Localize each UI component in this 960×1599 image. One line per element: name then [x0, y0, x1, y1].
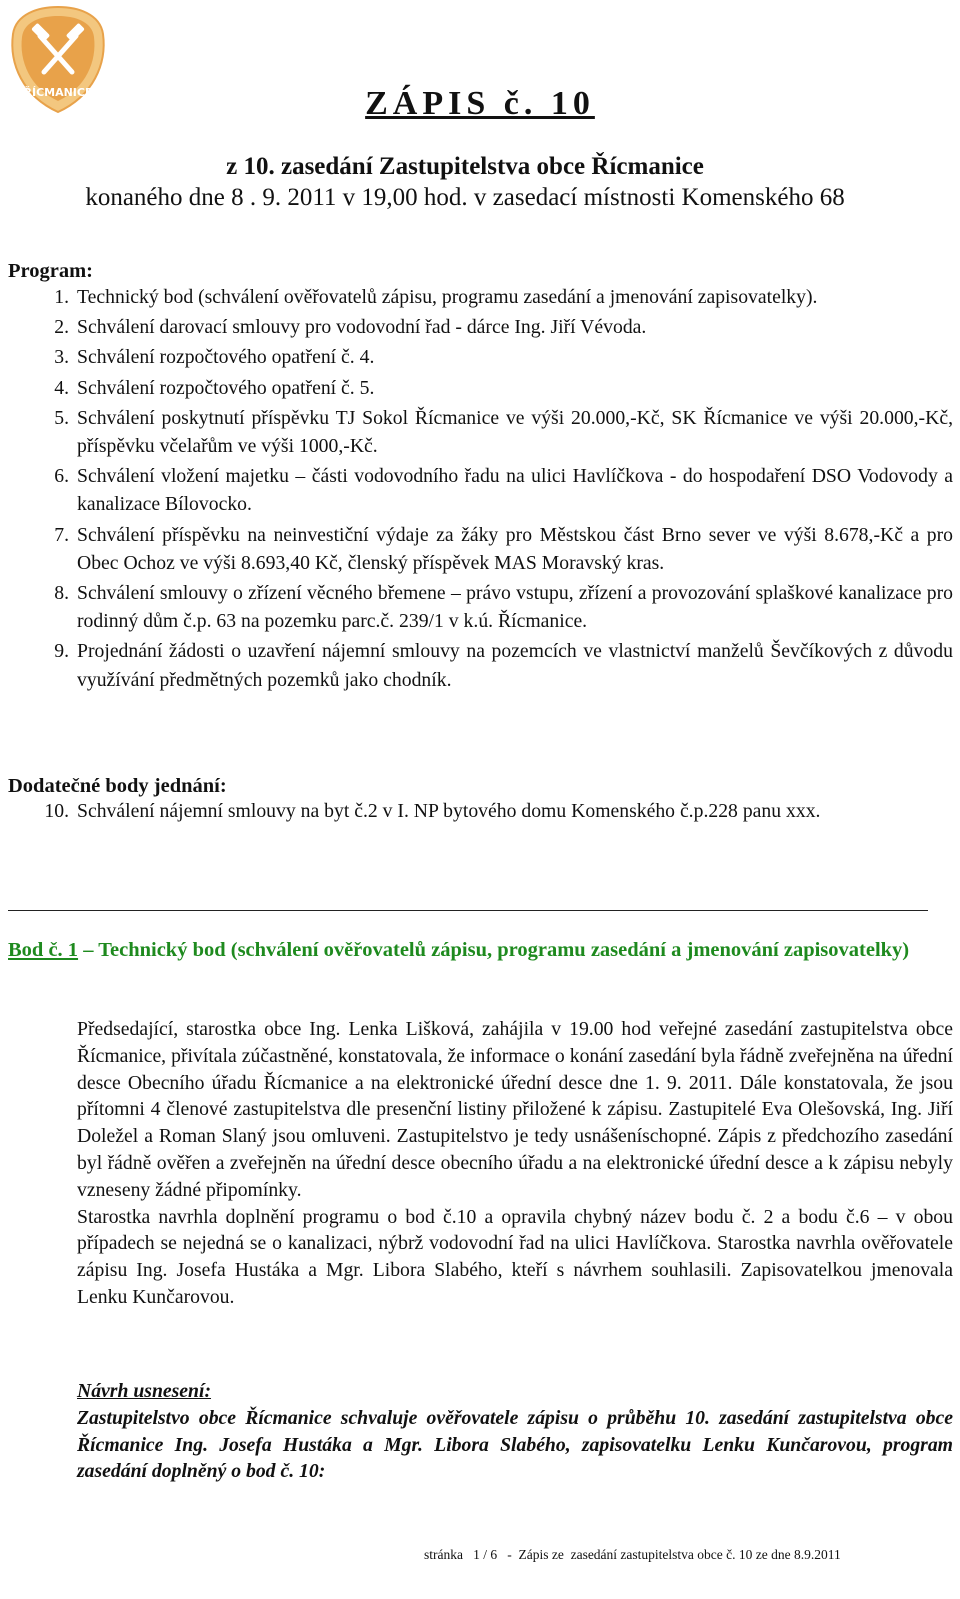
bod-1-title: Technický bod (schválení ověřovatelů zápisu, programu zasedání a jmenování zapisovatelky) — [98, 939, 910, 961]
item-text: Schválení darovací smlouvy pro vodovodní řad - dárce Ing. Jiří Vévoda. — [77, 316, 647, 339]
bod-1-paragraph: Předsedající, starostka obce Ing. Lenka Lišková, zahájila v 19.00 hod veřejné zasedání zastupitelstva obce Řícmanice, přivítala zúčastněné, konstatovala, že informace o konání zasedání byla řádně zveřejněna na úřední desce Obecního úřadu Řícmanice a na elektronické úřední desce dne 1. 9. 2011. Dále konstatovala, že jsou přítomni 4 členové zastupitelstva dle presenční listiny přiložené k zápisu. Zastupitelé Eva Olešovská, Ing. Jiří Doležel a Roman Slaný jsou omluveni. Zastupitelstvo je tedy usnášeníschopné. Zápis z předchozího zasedání byl řádně ověřen a zveřejněn na úřední desce obecního úřadu a na elektronické úřední desce a k zápisu nebyly vzneseny žádné připomínky. — [77, 1018, 953, 1201]
program-heading: Program: — [8, 260, 94, 282]
item-number: 5. — [54, 406, 69, 429]
document-title: ZÁPIS č. 10 — [365, 85, 595, 122]
item-text: Schválení příspěvku na neinvestiční výdaje za žáky pro Městskou část Brno sever ve výši 8.678,-Kč a pro Obec Ochoz ve výši 8.693,40 Kč, členský příspěvek MAS Moravský kras. — [77, 523, 953, 574]
bod-1-label: Bod č. 1 — [8, 939, 79, 961]
proposal-text: Zastupitelstvo obce Řícmanice schvaluje ověřovatele zápisu o průběhu 10. zasedání zastupitelstva obce Řícmanice Ing. Josefa Hustáka a Mgr. Libora Slabého, zapisovatelku Lenku Kunčarovou, program zasedání doplněný o bod č. 10: — [77, 1406, 953, 1483]
page-footer: stránka 1 / 6 - Zápis ze zasedání zastupitelstva obce č. 10 ze dne 8.9.2011 — [424, 1547, 841, 1562]
program-item — [8, 637, 953, 693]
additional-item — [8, 797, 953, 825]
document-subtitle — [0, 151, 930, 213]
item-text: Schválení smlouvy o zřízení věcného břemene – právo vstupu, zřízení a provozování splaškové kanalizace pro rodinný dům č.p. 63 na pozemku parc.č. 239/1 v k.ú. Řícmanice. — [77, 582, 953, 633]
program-item — [8, 521, 953, 577]
program-list — [8, 283, 953, 694]
bod-1-dash: – — [78, 939, 99, 961]
bod-1-heading — [8, 936, 953, 964]
additional-list — [8, 797, 953, 825]
item-text: Schválení nájemní smlouvy na byt č.2 v I. NP bytového domu Komenského č.p.228 panu xxx. — [77, 800, 821, 822]
program-item — [8, 283, 953, 311]
subtitle-line-1: z 10. zasedání Zastupitelstva obce Řícmanice — [226, 153, 704, 180]
item-number: 1. — [54, 286, 69, 308]
item-number: 4. — [54, 376, 69, 399]
item-number: 7. — [54, 523, 69, 546]
program-item — [8, 579, 953, 635]
bod-1-body — [77, 1016, 953, 1311]
item-number: 3. — [54, 346, 69, 369]
item-number: 6. — [54, 465, 69, 488]
item-text: Projednání žádosti o uzavření nájemní smlouvy na pozemcích ve vlastnictví manželů Ševčíkových z důvodu využívání předmětných pozemků jako chodník. — [77, 640, 953, 691]
item-text: Technický bod (schválení ověřovatelů zápisu, programu zasedání a jmenování zapisovatelky). — [77, 286, 818, 308]
item-number: 10. — [44, 800, 69, 822]
item-text: Schválení vložení majetku – části vodovodního řadu na ulici Havlíčkova - do hospodaření DSO Vodovody a kanalizace Bílovocko. — [77, 465, 953, 516]
program-item — [8, 404, 953, 460]
item-text: Schválení rozpočtového opatření č. 5. — [77, 376, 375, 399]
resolution-proposal — [77, 1378, 953, 1485]
item-number: 8. — [54, 582, 69, 605]
bod-1-paragraph: Starostka navrhla doplnění programu o bod č.10 a opravila chybný název bodu č. 2 a bodu č.6 – v obou případech se nejedná se o kanalizaci, nýbrž vodovodní řad na ulici Havlíčkova. Starostka navrhla ověřovatele zápisu Ing. Josefa Hustáka a Mgr. Libora Slabého, kteří s návrhem souhlasili. Zapisovatelkou jmenovala Lenku Kunčarovou. — [77, 1205, 953, 1308]
subtitle-line-2: konaného dne 8 . 9. 2011 v 19,00 hod. v zasedací místnosti Komenského 68 — [85, 184, 845, 211]
logo-text: ŘÍCMANICE — [23, 86, 93, 99]
section-divider — [8, 910, 928, 911]
item-number: 2. — [54, 316, 69, 339]
program-item — [8, 343, 953, 371]
program-item — [8, 313, 953, 341]
item-number: 9. — [54, 640, 69, 663]
additional-heading: Dodatečné body jednání: — [8, 775, 227, 797]
program-item — [8, 374, 953, 402]
program-item — [8, 462, 953, 518]
item-text: Schválení poskytnutí příspěvku TJ Sokol Řícmanice ve výši 20.000,-Kč, SK Řícmanice ve výši 20.000,-Kč, příspěvku včelařům ve výši 1000,-Kč. — [77, 406, 953, 458]
item-text: Schválení rozpočtového opatření č. 4. — [77, 346, 375, 369]
proposal-label: Návrh usnesení: — [77, 1380, 212, 1402]
